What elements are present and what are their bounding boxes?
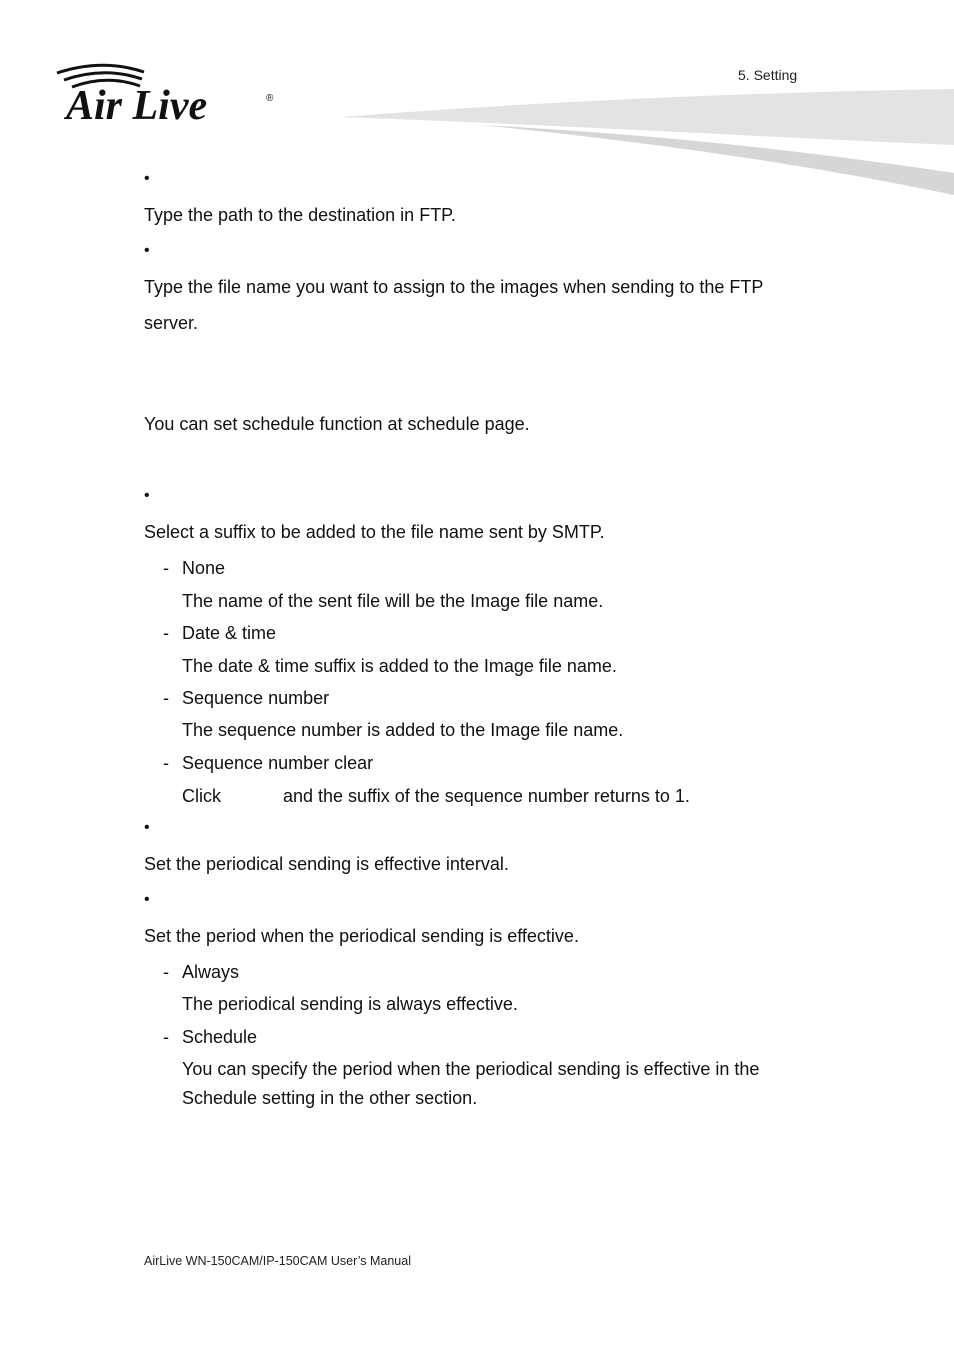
period-option-schedule: Schedule: [182, 1027, 258, 1047]
interval-desc: Set the periodical sending is effective interval.: [144, 854, 509, 874]
dash-marker: -: [163, 558, 169, 578]
bullet-ftp-filename: •: [144, 242, 150, 259]
period-option-always-desc: The periodical sending is always effective.: [182, 994, 518, 1014]
schedule-note: You can set schedule function at schedule page.: [144, 414, 530, 434]
sequence-clear-desc-rest: and the suffix of the sequence number returns to 1.: [283, 786, 690, 806]
dash-marker: -: [163, 1027, 169, 1047]
brand-text: Air Live: [66, 83, 208, 128]
registered-mark: ®: [266, 93, 274, 104]
ftp-path-desc: Type the path to the destination in FTP.: [144, 205, 456, 225]
footer-manual-title: AirLive WN-150CAM/IP-150CAM User’s Manual: [144, 1254, 411, 1268]
suffix-option-none-desc: The name of the sent file will be the Image file name.: [182, 591, 604, 611]
bullet-ftp-path: •: [144, 170, 150, 187]
suffix-option-datetime-desc: The date & time suffix is added to the Image file name.: [182, 656, 617, 676]
logo-arcs: [52, 58, 282, 128]
airlive-logo: [52, 58, 282, 128]
bullet-interval: •: [144, 819, 150, 836]
suffix-option-sequence-clear: Sequence number clear: [182, 753, 374, 773]
period-option-always: Always: [182, 962, 240, 982]
bullet-suffix: •: [144, 487, 150, 504]
period-option-schedule-desc-line1: You can specify the period when the periodical sending is effective in the: [182, 1059, 760, 1079]
chapter-label: 5. Setting: [738, 67, 798, 83]
suffix-desc: Select a suffix to be added to the file name sent by SMTP.: [144, 522, 605, 542]
bullet-period: •: [144, 891, 150, 908]
suffix-option-sequence: Sequence number: [182, 688, 330, 708]
dash-marker: -: [163, 688, 169, 708]
suffix-option-sequence-desc: The sequence number is added to the Image file name.: [182, 720, 624, 740]
dash-marker: -: [163, 962, 169, 982]
period-option-schedule-desc-line2: Schedule setting in the other section.: [182, 1088, 478, 1108]
period-desc: Set the period when the periodical sending is effective.: [144, 926, 579, 946]
dash-marker: -: [163, 623, 169, 643]
sequence-clear-desc-click: Click: [182, 786, 221, 806]
ftp-filename-desc-line1: Type the file name you want to assign to the images when sending to the FTP: [144, 277, 764, 297]
suffix-option-none: None: [182, 558, 226, 578]
ftp-filename-desc-line2: server.: [144, 313, 199, 333]
dash-marker: -: [163, 753, 169, 773]
header-swoosh: [340, 85, 954, 200]
suffix-option-datetime: Date & time: [182, 623, 277, 643]
